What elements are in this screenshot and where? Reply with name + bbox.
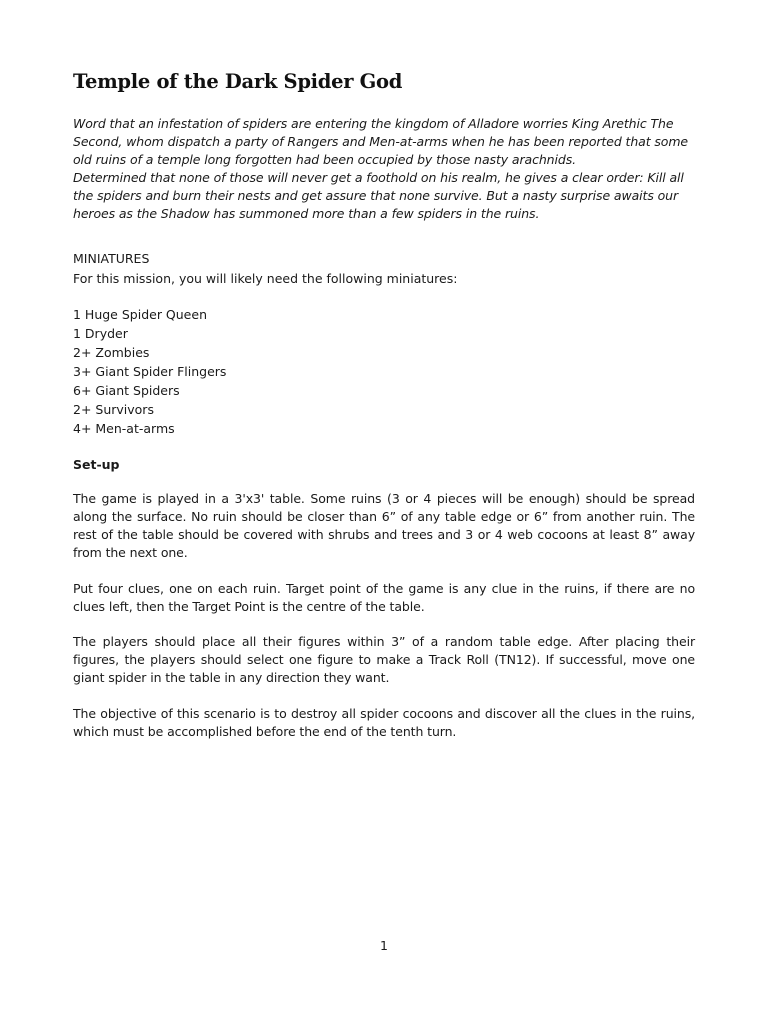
setup-paragraph: Put four clues, one on each ruin. Target point of the game is any clue in the ruins, if there are no clues left, then the Target Point is the centre of the table.: [73, 581, 695, 614]
list-item: 2+ Zombies: [73, 345, 150, 360]
page-title: Temple of the Dark Spider God: [73, 70, 403, 93]
list-item: 1 Huge Spider Queen: [73, 307, 207, 322]
miniatures-heading: MINIATURES: [73, 251, 150, 266]
setup-paragraph: The objective of this scenario is to destroy all spider cocoons and discover all the clues in the ruins, which must be accomplished before the end of the tenth turn.: [73, 706, 695, 739]
list-item: 3+ Giant Spider Flingers: [73, 364, 227, 379]
miniatures-intro: For this mission, you will likely need the following miniatures:: [73, 271, 458, 286]
intro-paragraph: Determined that none of those will never get a foothold on his realm, he gives a clear order: Kill all the spiders and burn their nests and get assure that none survive. But a nasty surprise awaits our heroes as the Shadow has summoned more than a few spiders in the ruins.: [73, 170, 684, 221]
setup-paragraph: The game is played in a 3'x3' table. Some ruins (3 or 4 pieces will be enough) should be spread along the surface. No ruin should be closer than 6” of any table edge or 6” from another ruin. The rest of the table should be covered with shrubs and trees and 3 or 4 web cocoons at least 8” away from the next one.: [73, 491, 695, 560]
setup-heading: Set-up: [73, 457, 120, 472]
setup-paragraph: The players should place all their figures within 3” of a random table edge. After placing their figures, the players should select one figure to make a Track Roll (TN12). If successful, move one giant spider in the table in any direction they want.: [73, 634, 695, 685]
list-item: 2+ Survivors: [73, 402, 154, 417]
intro-section: [73, 115, 695, 223]
list-item: 6+ Giant Spiders: [73, 383, 180, 398]
list-item: 1 Dryder: [73, 326, 128, 341]
intro-paragraph: Word that an infestation of spiders are entering the kingdom of Alladore worries King Arethic The Second, whom dispatch a party of Rangers and Men-at-arms when he has been reported that some old ruins of a temple long forgotten had been occupied by those nasty arachnids.: [73, 116, 689, 167]
miniatures-list: [73, 305, 226, 438]
list-item: 4+ Men-at-arms: [73, 421, 175, 436]
page-number: 1: [380, 938, 388, 953]
